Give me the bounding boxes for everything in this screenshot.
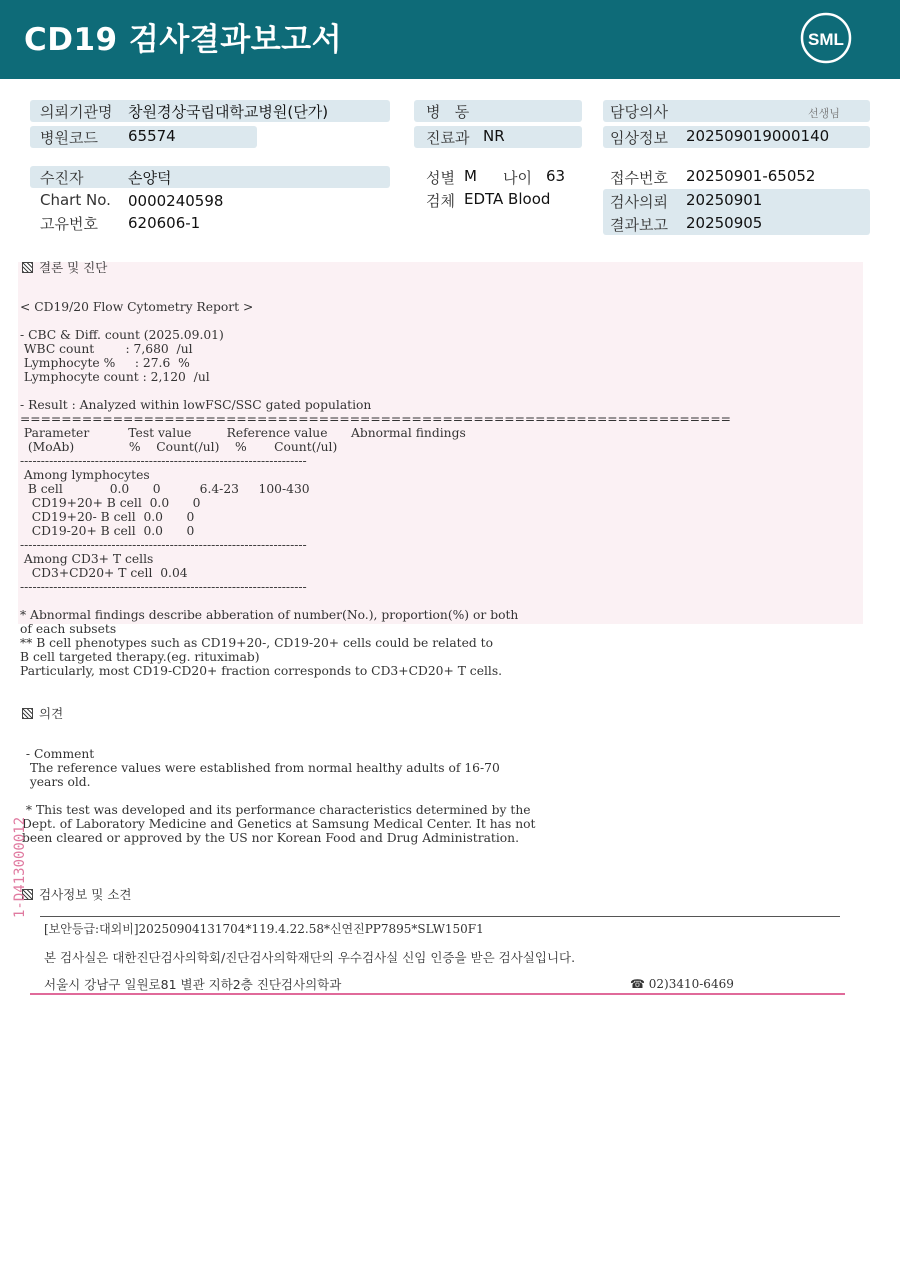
comment-text: - Comment The reference values were established from normal healthy adults of 16-70 years old. * This test was developed and its performance characteristics determined by the Dept. of Laboratory Medicine and Genetics at Samsung Medical Center. It has not been cleared or approved by the US nor Korean Food and Drug Administration.: [22, 747, 536, 845]
report-title: CD19 검사결과보고서: [24, 22, 343, 58]
divider-bottom: [30, 993, 845, 995]
ward-label: 병 동: [426, 103, 470, 121]
bar-patient: [30, 166, 390, 188]
specimen-label: 검체: [426, 192, 455, 210]
report-value: 20250905: [686, 214, 763, 232]
specimen-value: EDTA Blood: [464, 190, 551, 208]
doctor-label: 담당의사: [610, 103, 668, 121]
hospital-code-value: 65574: [128, 127, 176, 145]
section-marker-icon: [22, 708, 33, 719]
section-marker-icon: [22, 262, 33, 273]
institution-label: 의뢰기관명: [40, 103, 113, 121]
phone-line: ☎ 02)3410-6469: [630, 977, 734, 991]
report-header: [0, 0, 900, 79]
section-conclusion: [22, 258, 107, 276]
certification-line: 본 검사실은 대한진단검사의학회/진단검사의학재단의 우수검사실 신임 인증을 받은 검사실입니다.: [44, 950, 576, 965]
side-stamp-text: 1-D413000012: [12, 816, 28, 918]
dept-value: NR: [483, 127, 505, 145]
section-opinion: [22, 704, 63, 722]
section-test-info-title: 검사정보 및 소견: [39, 887, 132, 902]
side-stamp: [10, 780, 30, 920]
dept-label: 진료과: [426, 129, 470, 147]
receipt-label: 접수번호: [610, 169, 668, 187]
patient-value: 손양덕: [128, 169, 172, 187]
age-value: 63: [546, 167, 566, 185]
section-test-info: [22, 885, 131, 903]
report-body: < CD19/20 Flow Cytometry Report > - CBC & Diff. count (2025.09.01) WBC count : 7,680 /ul Lymphocyte % : 27.6 % Lymphocyte count : 2,120 /ul - Result : Analyzed within lowFSC/SSC gated population ===================================================================== Parameter Test value Reference value Abnormal findings (MoAb) % Count(/ul) % Count(/ul) --------------------------------------------------------------------- Among lymphocytes B cell 0.0 0 6.4-23 100-430 CD19+20+ B cell 0.0 0 CD19+20- B cell 0.0 0 CD19-20+ B cell 0.0 0 --------------------------------------------------------------------- Among CD3+ T cells CD3+CD20+ T cell 0.04 --------------------------------------------------------------------- * Abnormal findings describe abberation of number(No.), proportion(%) or both of each subsets ** B cell phenotypes such as CD19+20-, CD19-20+ cells could be related to B cell targeted therapy.(eg. rituximab) Particularly, most CD19-CD20+ fraction corresponds to CD3+CD20+ T cells.: [20, 300, 731, 678]
sml-logo: [800, 12, 852, 64]
uid-label: 고유번호: [40, 215, 98, 233]
sex-label: 성별: [426, 169, 455, 187]
divider-top: [40, 916, 840, 917]
chart-value: 0000240598: [128, 192, 224, 210]
doctor-suffix: 선생님: [808, 107, 840, 120]
clinical-label: 임상정보: [610, 129, 668, 147]
address-line: 서울시 강남구 일원로81 별관 지하2층 진단검사의학과: [44, 977, 342, 992]
clinical-value: 202509019000140: [686, 127, 830, 145]
section-opinion-title: 의견: [39, 706, 64, 721]
request-value: 20250901: [686, 191, 763, 209]
security-line: [보안등급:대외비]20250904131704*119.4.22.58*신연진PP7895*SLW150F1: [44, 922, 484, 936]
hospital-code-label: 병원코드: [40, 129, 98, 147]
age-label: 나이: [503, 169, 532, 187]
institution-value: 창원경상국립대학교병원(단가): [128, 103, 329, 121]
section-conclusion-title: 결론 및 진단: [39, 260, 108, 275]
receipt-value: 20250901-65052: [686, 167, 816, 185]
patient-label: 수진자: [40, 169, 84, 187]
sex-value: M: [464, 167, 477, 185]
report-label: 결과보고: [610, 216, 668, 234]
chart-label: Chart No.: [40, 191, 111, 209]
logo-text: SML: [808, 30, 844, 49]
request-label: 검사의뢰: [610, 193, 668, 211]
uid-value: 620606-1: [128, 214, 201, 232]
